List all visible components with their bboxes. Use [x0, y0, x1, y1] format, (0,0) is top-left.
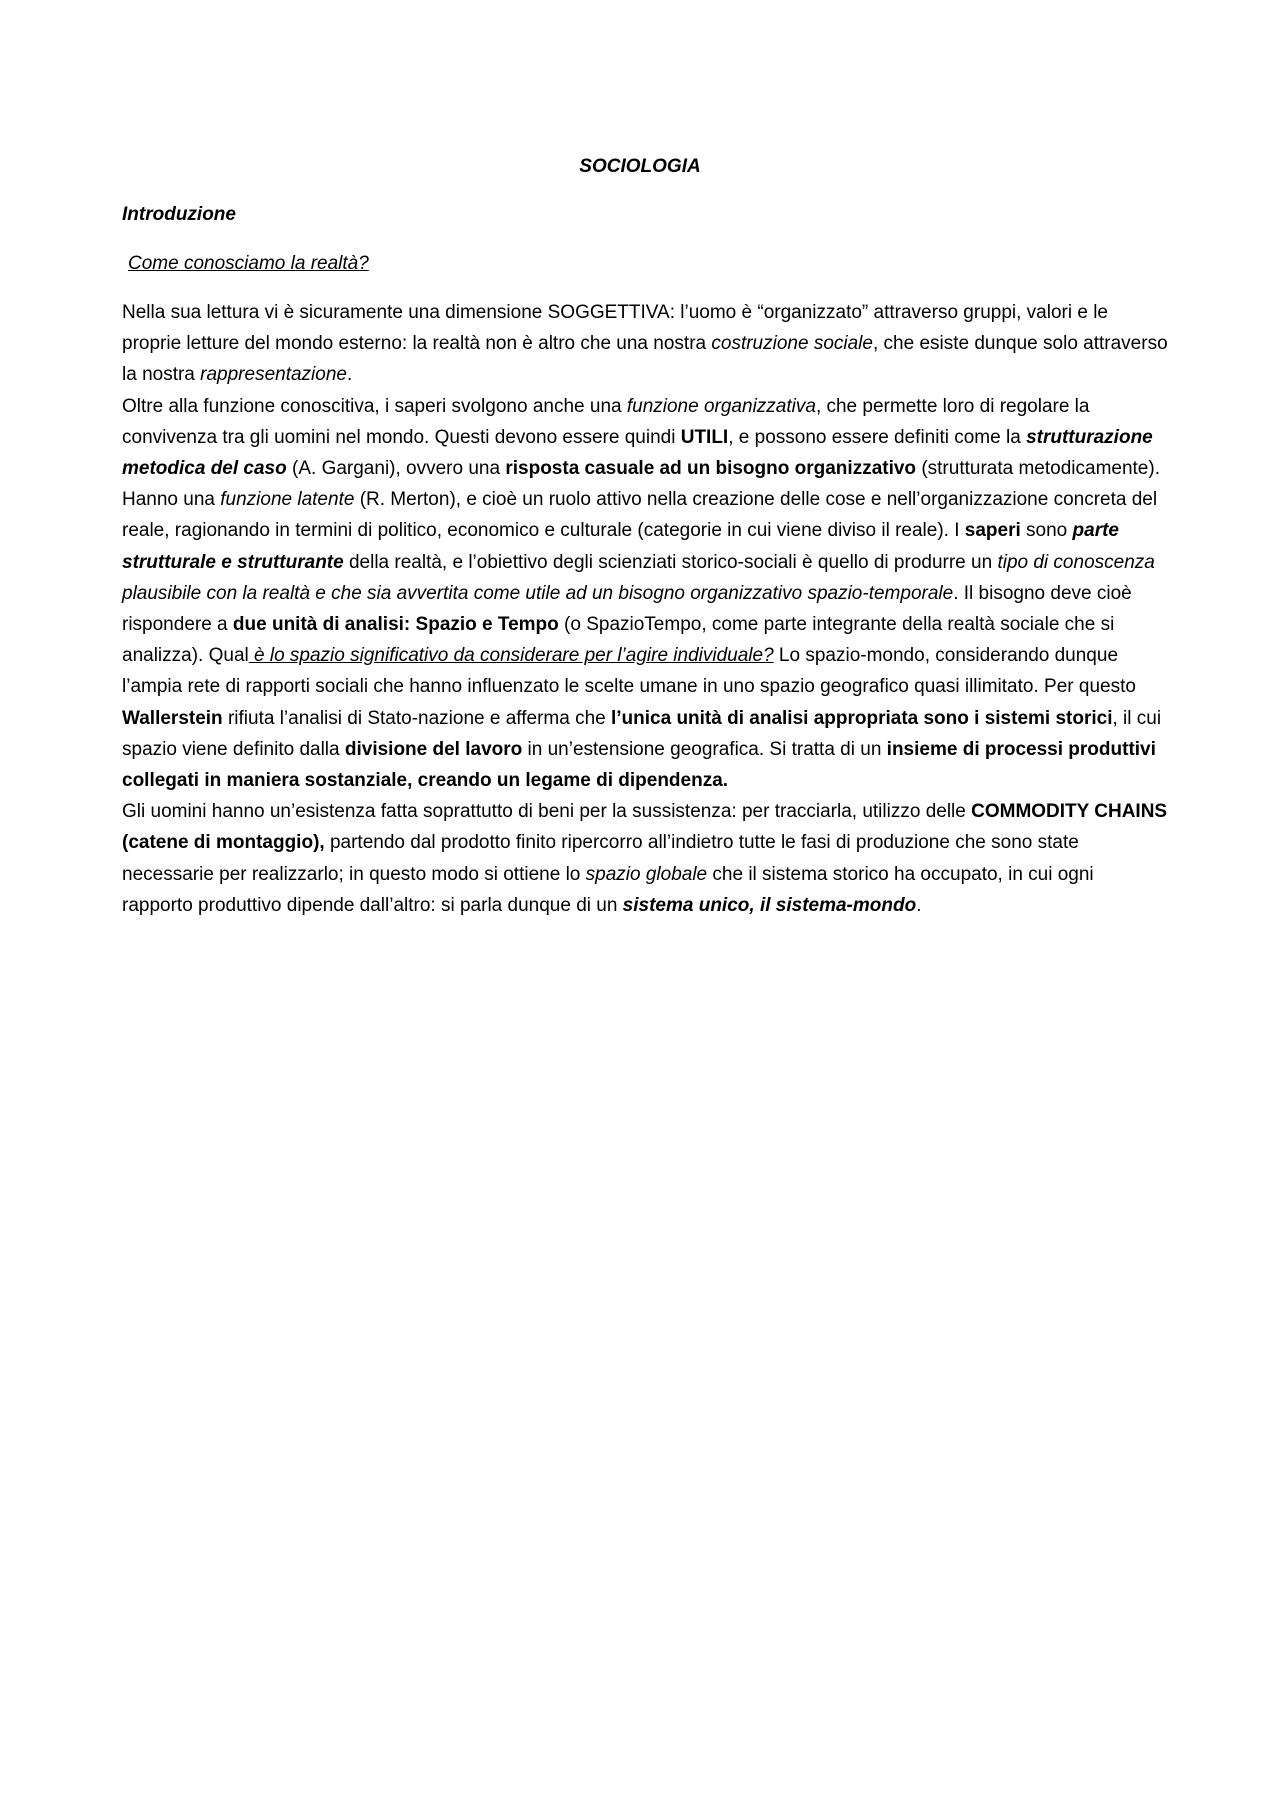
text-run: , il cui spazio viene definito dalla [122, 707, 1162, 760]
text-run-italic: funzione latente [220, 489, 355, 511]
text-run-bold-italic: parte strutturale e strutturante [122, 520, 1119, 573]
text-run: in un’estensione geografica. Si tratta di un [522, 738, 887, 760]
text-run: . Il bisogno deve cioè rispondere a [122, 582, 1132, 636]
text-run-bold: due unità di analisi: Spazio e Tempo [232, 614, 559, 636]
text-run: , che permette loro di regolare la convivenza tra gli uomini nel mondo. Questi devono essere quindi [122, 395, 1090, 448]
body-text [122, 297, 1168, 921]
text-run: . [916, 894, 922, 916]
text-run-bold: UTILI [680, 426, 729, 448]
text-run-italic: costruzione sociale [711, 333, 873, 355]
text-run-bold: saperi [964, 520, 1021, 542]
text-run: partendo dal prodotto finito ripercorro all’indietro tutte le fasi di produzione che sono state necessarie per realizzarlo; in questo modo si ottiene lo [122, 832, 1079, 885]
text-run-bold-italic: sistema unico, il sistema-mondo [622, 894, 917, 916]
section-heading: Introduzione [122, 204, 236, 225]
text-run: (strutturata metodicamente). Hanno una [122, 458, 1160, 511]
text-run: della realtà, e l’obiettivo degli scienziati storico-sociali è quello di produrre un [343, 551, 998, 573]
text-run: sono [1020, 520, 1073, 542]
text-run-italic-underlined: è lo spazio significativo da considerare per l’agire individuale? [248, 645, 774, 667]
text-run: (R. Merton), e cioè un ruolo attivo nella creazione delle cose e nell’organizzazione concreta del reale, ragionando in termini di politico, economico e culturale (categorie in cui viene diviso il reale). I [122, 489, 1158, 542]
text-run: , che esiste dunque solo attraverso la nostra [122, 333, 1168, 386]
text-run-bold: divisione del lavoro [344, 738, 523, 760]
text-run-bold: COMMODITY CHAINS (catene di montaggio), [122, 801, 1168, 854]
text-run-italic: rappresentazione [200, 364, 347, 386]
text-run-bold: insieme di processi produttivi collegati in maniera sostanziale, creando un legame di dipendenza. [122, 738, 1156, 792]
text-run: rifiuta l’analisi di Stato-nazione e afferma che [222, 707, 611, 729]
text-run-bold: Wallerstein [122, 707, 223, 729]
question-heading: Come conosciamo la realtà? [128, 253, 369, 274]
paragraph-1 [122, 297, 1168, 391]
text-run: (A. Gargani), ovvero una [286, 458, 506, 480]
text-run: Gli uomini hanno un’esistenza fatta soprattutto di beni per la sussistenza: per tracciarla, utilizzo delle [122, 801, 972, 823]
text-run: Lo spazio-mondo, considerando dunque l’ampia rete di rapporti sociali che hanno influenzato le scelte umane in uno spazio geografico quasi illimitato. Per questo [122, 645, 1136, 698]
text-run-bold: l’unica unità di analisi appropriata sono i sistemi storici [610, 707, 1113, 729]
text-run: (o SpazioTempo, come parte integrante della realtà sociale che si analizza). Qual [122, 614, 1115, 667]
document-title: SOCIOLOGIA [579, 156, 701, 177]
text-run: che il sistema storico ha occupato, in cui ogni rapporto produttivo dipende dall’altro: si parla dunque di un [122, 863, 1094, 916]
text-run-italic: funzione organizzativa [626, 395, 816, 417]
text-run: Oltre alla funzione conoscitiva, i saperi svolgono anche una [122, 395, 627, 417]
paragraph-2 [122, 391, 1168, 797]
text-run: Nella sua lettura vi è sicuramente una dimensione SOGGETTIVA: l’uomo è “organizzato” attraverso gruppi, valori e le proprie letture del mondo esterno: la realtà non è altro che una nostra [122, 302, 1108, 355]
text-run-italic: spazio globale [585, 863, 708, 885]
paragraph-3 [122, 796, 1168, 921]
text-run-bold: risposta casuale ad un bisogno organizzativo [505, 458, 917, 480]
text-run: . [346, 364, 353, 386]
text-run-bold-italic: strutturazione metodica del caso [122, 426, 1153, 480]
text-run-italic: tipo di conoscenza plausibile con la realtà e che sia avvertita come utile ad un bisogno organizzativo spazio-temporale [122, 551, 1155, 604]
text-run: , e possono essere definiti come la [728, 426, 1027, 448]
